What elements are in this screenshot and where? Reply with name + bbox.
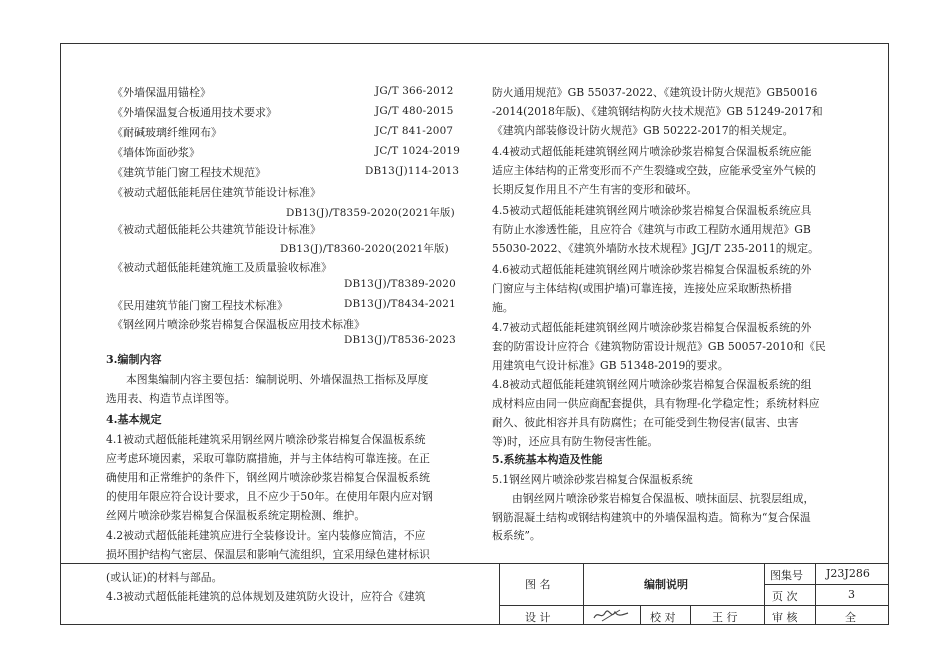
drawing-name-label: 图 名	[525, 578, 551, 591]
reference-code: JG/T 480-2015	[375, 105, 454, 117]
paragraph-line: 选用表、构造节点详图等。	[106, 392, 236, 405]
title-block-divider	[499, 605, 889, 606]
drawing-name: 编制说明	[644, 578, 688, 591]
designer-label: 设 计	[525, 611, 551, 624]
title-block-divider	[499, 563, 500, 625]
paragraph-line: 长期反复作用且不产生有害的变形和破坏。	[492, 183, 698, 196]
section-heading: 3.编制内容	[106, 353, 162, 366]
title-block-divider	[640, 605, 641, 625]
designer-signature	[592, 607, 632, 623]
reference-code: JC/T 1024-2019	[375, 145, 461, 157]
reference-title: 《民用建筑节能门窗工程技术标准》	[112, 299, 288, 312]
title-block-divider	[690, 605, 691, 625]
reference-code: DB13(J)/T8389-2020	[344, 278, 456, 290]
paragraph-line: 钢筋混凝土结构或钢结构建筑中的外墙保温构造。简称为“复合保温	[492, 511, 811, 524]
reference-title: 《被动式超低能耗居住建筑节能设计标准》	[112, 186, 321, 199]
reference-code: DB13(J)/T8359-2020(2021年版)	[286, 207, 455, 219]
reference-code: JG/T 366-2012	[375, 85, 454, 97]
title-block-divider	[764, 584, 889, 585]
reference-title: 《被动式超低能耗建筑施工及质量验收标准》	[112, 261, 332, 274]
paragraph-line: 成材料应由同一供应商配套提供，具有物理-化学稳定性；系统材料应	[492, 397, 820, 410]
title-block-divider	[583, 563, 584, 625]
paragraph-line: 4.4被动式超低能耗建筑钢丝网片喷涂砂浆岩棉复合保温板系统应能	[492, 145, 812, 158]
reference-title: 《被动式超低能耗公共建筑节能设计标准》	[112, 223, 321, 236]
checker-name: 王 行	[712, 611, 738, 624]
reference-code: DB13(J)114-2013	[365, 165, 460, 177]
reference-title: 《墙体饰面砂浆》	[112, 146, 200, 159]
paragraph-line: -2014(2018年版)、《建筑钢结构防火技术规范》GB 51249-2017和	[492, 105, 823, 118]
paragraph-line: 防火通用规范》GB 55037-2022、《建筑设计防火规范》GB50016	[492, 86, 818, 99]
paragraph-line: 等)时，还应具有防生物侵害性能。	[492, 435, 659, 448]
reviewer-name: 全	[845, 611, 856, 624]
title-block-divider	[764, 563, 765, 625]
page-number: 3	[848, 588, 855, 601]
reference-title: 《外墙保温用锚栓》	[112, 86, 211, 99]
paragraph-line: 4.1被动式超低能耗建筑采用钢丝网片喷涂砂浆岩棉复合保温板系统	[106, 433, 426, 446]
reviewer-label: 审 核	[772, 611, 798, 624]
reference-title: 《外墙保温复合板通用技术要求》	[112, 106, 277, 119]
section-heading: 4.基本规定	[106, 413, 162, 426]
paragraph-line: 4.5被动式超低能耗建筑钢丝网片喷涂砂浆岩棉复合保温板系统应具	[492, 204, 812, 217]
paragraph-line: 板系统”。	[492, 529, 541, 542]
paragraph-line: 有防止水渗透性能，且应符合《建筑与市政工程防水通用规范》GB	[492, 223, 811, 236]
reference-code: DB13(J)/T8536-2023	[344, 334, 456, 346]
paragraph-line: 4.8被动式超低能耗建筑钢丝网片喷涂砂浆岩棉复合保温板系统的组	[492, 378, 812, 391]
reference-code: DB13(J)/T8360-2020(2021年版)	[280, 243, 449, 255]
paragraph-line: 应考虑环境因素，采取可靠防腐措施，并与主体结构可靠连接。在正	[106, 452, 430, 465]
paragraph-line: 5.1钢丝网片喷涂砂浆岩棉复合保温板系统	[492, 473, 693, 486]
paragraph-line: 确使用和正常维护的条件下，钢丝网片喷涂砂浆岩棉复合保温板系统	[106, 471, 430, 484]
atlas-number-label: 图集号	[770, 569, 803, 582]
page-number-label: 页 次	[772, 590, 798, 603]
paragraph-line: 本图集编制内容主要包括：编制说明、外墙保温热工指标及厚度	[126, 373, 429, 386]
section-heading: 5.系统基本构造及性能	[492, 453, 603, 466]
paragraph-line: 用建筑电气设计标准》GB 51348-2019的要求。	[492, 359, 729, 372]
reference-title: 《钢丝网片喷涂砂浆岩棉复合保温板应用技术标准》	[112, 318, 365, 331]
paragraph-line: 《建筑内部装修设计防火规范》GB 50222-2017的相关规定。	[492, 124, 794, 137]
paragraph-line: 适应主体结构的正常变形而不产生裂缝或空鼓，应能承受室外气候的	[492, 164, 816, 177]
paragraph-line: 4.3被动式超低能耗建筑的总体规划及建筑防火设计，应符合《建筑	[106, 590, 426, 603]
title-block-divider	[815, 563, 816, 625]
paragraph-line: 4.2被动式超低能耗建筑应进行全装修设计。室内装修应简洁，不应	[106, 529, 426, 542]
reference-title: 《耐碱玻璃纤维网布》	[112, 126, 222, 139]
paragraph-line: 4.7被动式超低能耗建筑钢丝网片喷涂砂浆岩棉复合保温板系统的外	[492, 321, 812, 334]
checker-label: 校 对	[650, 611, 676, 624]
reference-code: JC/T 841-2007	[375, 125, 454, 137]
paragraph-line: 55030-2022、《建筑外墙防水技术规程》JGJ/T 235-2011的规定。	[492, 242, 819, 255]
atlas-number: J23J286	[826, 567, 870, 580]
paragraph-line: 丝网片喷涂砂浆岩棉复合保温板系统定期检测、维护。	[106, 509, 366, 522]
paragraph-line: 耐久、彼此相容并具有防腐性；在可能受到生物侵害(鼠害、虫害	[492, 416, 799, 429]
paragraph-line: 4.6被动式超低能耗建筑钢丝网片喷涂砂浆岩棉复合保温板系统的外	[492, 263, 812, 276]
reference-code: DB13(J)/T8434-2021	[344, 298, 456, 310]
paragraph-line: 门窗应与主体结构(或围护墙)可靠连接，连接处应采取断热桥措	[492, 282, 792, 295]
paragraph-line: 由钢丝网片喷涂砂浆岩棉复合保温板、喷抹面层、抗裂层组成，	[512, 492, 815, 505]
paragraph-line: 的使用年限应符合设计要求，且不应少于50年。在使用年限内应对钢	[106, 490, 433, 503]
reference-title: 《建筑节能门窗工程技术规范》	[112, 166, 266, 179]
paragraph-line: (或认证)的材料与部品。	[106, 571, 223, 584]
paragraph-line: 损坏围护结构气密层、保温层和影响气流组织，宜采用绿色建材标识	[106, 548, 430, 561]
paragraph-line: 套的防雷设计应符合《建筑物防雷设计规范》GB 50057-2010和《民	[492, 340, 826, 353]
paragraph-line: 施。	[492, 301, 514, 314]
